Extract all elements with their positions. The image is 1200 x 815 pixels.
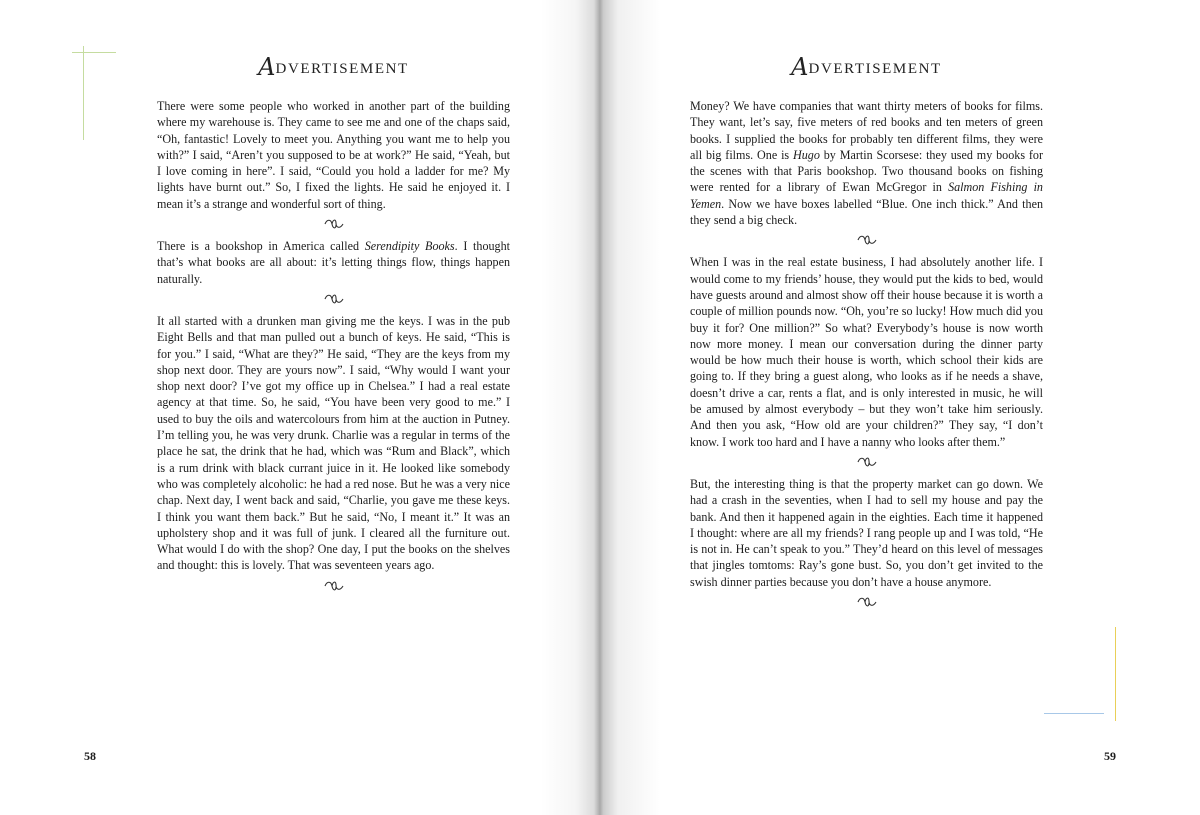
book-title: Serendipity Books xyxy=(364,239,455,254)
fleuron-swash-icon xyxy=(324,581,344,591)
film-title: Salmon Fishing in Yemen xyxy=(690,180,1043,211)
paragraph xyxy=(690,98,1043,228)
section-ornament xyxy=(157,287,510,313)
fleuron-swash-icon xyxy=(324,294,344,304)
paragraph xyxy=(157,238,510,287)
decorative-rule-green-vertical xyxy=(83,46,84,140)
paragraph-text: It all started with a drunken man giving me the keys. I was in the pub Eight Bells and that man pulled out a bunch of keys. He said, “This is for you.” I said, “What are they?” He said, “They are the keys from my shop next door. They are yours now”. I said, “Why would I want your shop next door? I’ve got my office up in Chelsea.” I had a real estate agency at that time. So, he said, “You have been very good to me.” I used to buy the oils and watercolours from him at the auction in Putney. I’m telling you, he was very drunk. Charlie was a regular in terms of the place he sat, the drink that he had, which was “Rum and Black”, which is a rum drink with black currant juice in it. He looked like somebody who was completely alcoholic: he had a red nose. But he was a very nice chap. Next day, I went back and said, “Charlie, you gave me these keys. I think you want them back.” But he said, “No, I meant it.” It was an upholstery shop and it was full of junk. I cleared all the furniture out. What would I do with the shop? One day, I put the books on the shelves and thought: this is lovely. That was seventeen years ago. xyxy=(157,313,510,573)
paragraph-text: But, the interesting thing is that the property market can go down. We had a crash in the seventies, when I had to sell my house and pay the bank. And then it happened again in the eighties. Each time it happened I thought: where are all my friends? I rang people up and I was told, “He is not in. He can’t speak to you.” They’d heard on this level of messages that jingles tomtoms: Ray’s gone bust. So, you don’t get invited to the swish dinner parties because you don’t have a house anymore. xyxy=(690,476,1043,589)
decorative-rule-green-horizontal xyxy=(72,52,116,53)
running-head-initial: A xyxy=(258,53,276,81)
decorative-rule-yellow-vertical xyxy=(1115,627,1116,721)
page-number: 58 xyxy=(84,749,96,763)
paragraph-text: There is a bookshop in America called xyxy=(157,239,365,254)
running-head-rest: DVERTISEMENT xyxy=(275,61,409,77)
film-title: Hugo xyxy=(793,147,820,162)
running-head xyxy=(157,53,510,81)
paragraph xyxy=(157,313,510,574)
right-text-block xyxy=(690,98,1043,616)
paragraph-text: There were some people who worked in another part of the building where my warehouse is. They came to see me and one of the chaps said, “Oh, fantastic! Lovely to meet you. Anything you want me to help you with?” I said, “Aren’t you supposed to be at work?” He said, “Yeah, but I love coming in here”. I said, “Could you hold a ladder for me? My lights have burnt out.” So, I fixed the lights. He said he enjoyed it. I mean it’s a strange and wonderful sort of thing. xyxy=(157,99,510,211)
running-head-initial: A xyxy=(791,53,809,81)
section-ornament xyxy=(157,212,510,238)
right-page xyxy=(600,0,1200,815)
paragraph-text: . I thought that’s what books are all about: it’s letting things flow, things happen naturally. xyxy=(157,239,510,286)
paragraph-text: Money? We have companies that want thirty meters of books for films. They want, let’s say, five meters of red books and ten meters of green books. I supplied the books for probably ten different films, they were all big films. One is xyxy=(690,99,1043,162)
paragraph-text: . Now we have boxes labelled “Blue. One inch thick.” And then they send a big check. xyxy=(690,196,1043,228)
paragraph-text: When I was in the real estate business, I had absolutely another life. I would come to my friends’ house, they would put the kids to bed, would have guests around and almost show off their house because it is worth a couple of million pounds now. “Oh, you’re so lucky! How much did you buy it for? One million?” So what? Everybody’s house is now worth now more money. I mean our conversation during the dinner party would be how much their house is worth, which school their kids are going to. If they bring a guest along, who looks as if he needs a shave, doesn’t drive a car, rents a flat, and is only interested in music, he will be amused by almost everybody – but they won’t take him seriously. And then you ask, “How old are your children?” They say, “I don’t know. I work too hard and I have a nanny who looks after them.” xyxy=(690,255,1043,449)
section-ornament xyxy=(690,450,1043,476)
section-ornament xyxy=(690,228,1043,254)
running-head xyxy=(690,53,1043,81)
section-ornament xyxy=(157,574,510,600)
left-text-block xyxy=(157,98,510,600)
paragraph xyxy=(690,476,1043,590)
fleuron-swash-icon xyxy=(857,597,877,607)
section-ornament xyxy=(690,590,1043,616)
running-head-rest: DVERTISEMENT xyxy=(808,61,942,77)
paragraph-text: by Martin Scorsese: they used my books for the scenes with that Paris bookshop. Two thousand books on fishing were rented for a library of Ewan McGregor in xyxy=(690,147,1044,195)
decorative-rule-blue-horizontal xyxy=(1044,713,1104,714)
paragraph xyxy=(157,98,510,212)
page-number: 59 xyxy=(1104,749,1116,763)
fleuron-swash-icon xyxy=(857,235,877,245)
paragraph xyxy=(690,254,1043,450)
fleuron-swash-icon xyxy=(857,457,877,467)
fleuron-swash-icon xyxy=(324,219,344,229)
